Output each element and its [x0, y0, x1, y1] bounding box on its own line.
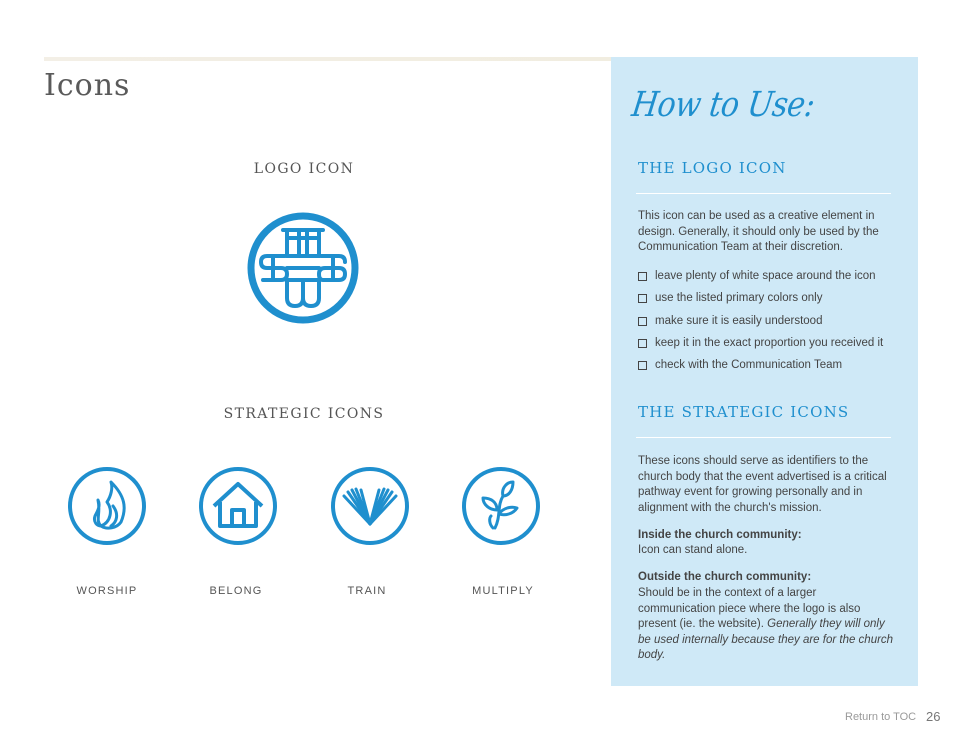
divider [636, 437, 891, 438]
strategic-section-intro: These icons should serve as identifiers to the church body that the event advertised is a critical pathway event for growing personally and in alignment with the church's mission. [638, 455, 887, 514]
outside-community-heading: Outside the church community: [638, 571, 812, 583]
sprout-icon [461, 466, 541, 546]
inside-community-text: Icon can stand alone. [638, 544, 748, 556]
how-to-use-title: How to Use: [629, 85, 818, 126]
checkbox-icon [638, 272, 647, 281]
return-to-toc-link[interactable]: Return to TOC [845, 711, 917, 723]
logo-section-intro: This icon can be used as a creative element in design. Generally, it should only be used by the Communication Team at their discretion. [638, 210, 879, 253]
checkbox-icon [638, 317, 647, 326]
inside-community-heading: Inside the church community: [638, 529, 802, 541]
belong-label: BELONG [209, 585, 263, 597]
checklist-item: check with the Communication Team [638, 358, 883, 380]
checklist-item: use the listed primary colors only [638, 291, 883, 313]
how-to-use-panel [611, 57, 918, 686]
top-rule [44, 57, 612, 61]
outside-community-text: Should be in the context of a larger communication piece where the logo is also present (ie. the website). Generally they will only be used internally because they are for the church body. [638, 587, 894, 661]
worship-label: WORSHIP [76, 585, 138, 597]
logo-icon [247, 212, 359, 324]
checklist-item: make sure it is easily understood [638, 314, 883, 336]
strategic-section-heading: THE STRATEGIC ICONS [638, 403, 850, 421]
page-number: 26 [926, 709, 941, 724]
page-title: Icons [44, 68, 131, 103]
checkbox-icon [638, 361, 647, 370]
train-label: TRAIN [347, 585, 387, 597]
logo-section-heading: THE LOGO ICON [638, 159, 787, 177]
logo-icon-heading: LOGO ICON [253, 161, 355, 177]
divider [636, 193, 891, 194]
multiply-label: MULTIPLY [472, 585, 534, 597]
checkbox-icon [638, 339, 647, 348]
flame-icon [67, 466, 147, 546]
outside-community-note: Generally they will only be used internally because they are for the church body. [638, 618, 894, 661]
checkbox-icon [638, 294, 647, 303]
strategic-icons-heading: STRATEGIC ICONS [223, 406, 385, 422]
logo-checklist [638, 269, 883, 380]
open-book-icon [330, 466, 410, 546]
checklist-item: keep it in the exact proportion you received it [638, 336, 883, 358]
house-icon [198, 466, 278, 546]
checklist-item: leave plenty of white space around the icon [638, 269, 883, 291]
